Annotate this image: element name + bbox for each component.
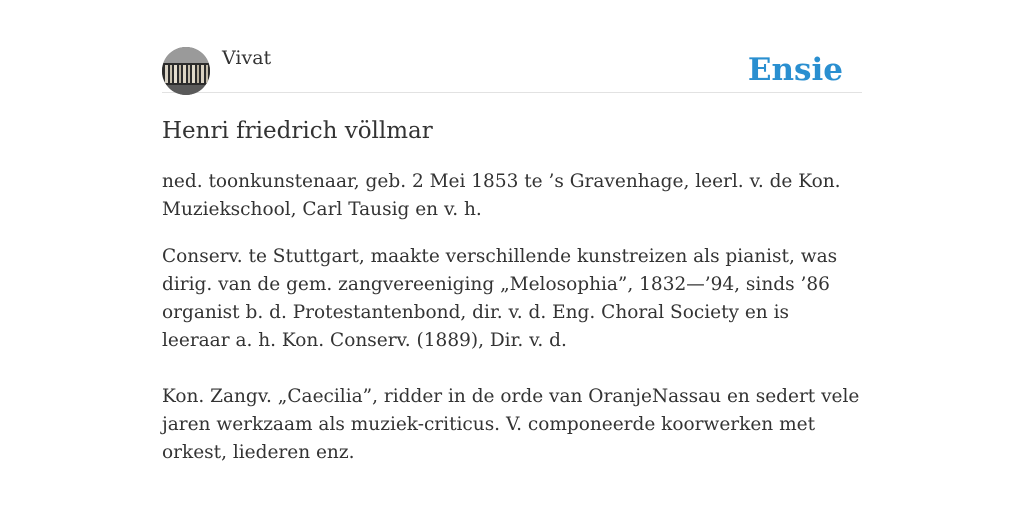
article-container [162, 0, 862, 463]
brand-logo[interactable]: Ensie [747, 52, 843, 88]
avatar[interactable] [162, 47, 210, 95]
author-name[interactable]: Vivat [222, 47, 272, 69]
article-title: Henri friedrich völlmar [162, 118, 433, 144]
header [162, 0, 862, 93]
bookshelf-avatar-image [162, 47, 210, 95]
article-paragraph: ned. toonkunstenaar, geb. 2 Mei 1853 te ’s Gravenhage, leerl. v. de Kon. Muziekschool, Carl Tausig en v. h. [162, 171, 841, 220]
article-paragraph: Kon. Zangv. „Caecilia”, ridder in de orde van OranjeNassau en sedert vele jaren werkzaam als muziek-criticus. V. componeerde koorwerken met orkest, liederen enz. [162, 386, 860, 463]
article-paragraph: Conserv. te Stuttgart, maakte verschillende kunstreizen als pianist, was dirig. van de gem. zangvereeniging „Melosophia”, 1832—’94, sinds ’86 organist b. d. Protestantenbond, dir. v. d. Eng. Choral Society en is leeraar a. h. Kon. Conserv. (1889), Dir. v. d. [162, 246, 838, 351]
